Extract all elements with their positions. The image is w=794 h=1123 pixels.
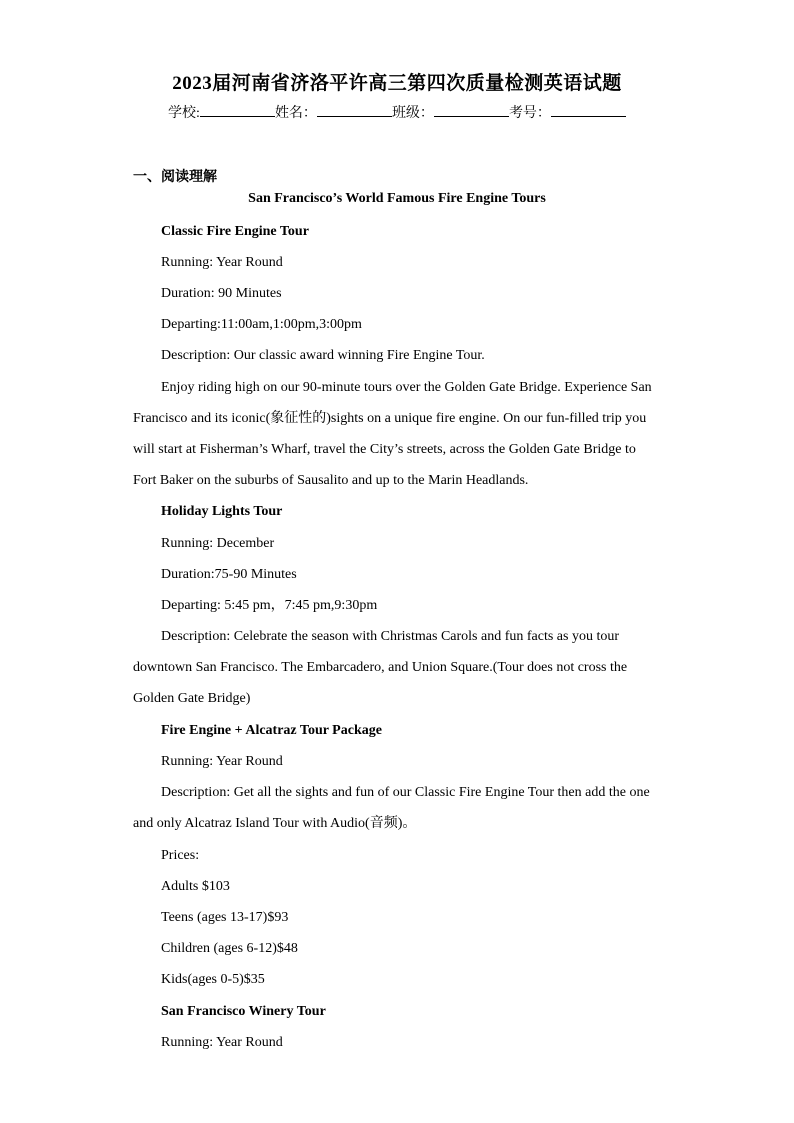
- tour-name: Holiday Lights Tour: [161, 504, 283, 519]
- student-info-line: [0, 102, 794, 122]
- tour-description: Description: Our classic award winning Fire Engine Tour.: [161, 348, 485, 363]
- paragraph-line: Francisco and its iconic(象征性的)sights on a unique fire engine. On our fun-filled trip you: [133, 411, 647, 426]
- class-blank: [434, 104, 509, 117]
- prices-label: Prices:: [161, 848, 200, 863]
- tour-name: Fire Engine + Alcatraz Tour Package: [161, 723, 382, 738]
- price-item: Kids(ages 0-5)$35: [161, 972, 265, 987]
- tour-running: Running: December: [161, 536, 275, 551]
- school-label: 学校:: [168, 106, 200, 121]
- tour-name: San Francisco Winery Tour: [161, 1004, 326, 1019]
- price-item: Adults $103: [161, 879, 230, 894]
- school-blank: [200, 104, 275, 117]
- paragraph-line: Fort Baker on the suburbs of Sausalito and up to the Marin Headlands.: [133, 473, 529, 488]
- tour-duration: Duration:75-90 Minutes: [161, 567, 297, 582]
- class-label: 班级：: [391, 106, 434, 121]
- name-blank: [317, 104, 392, 117]
- paragraph-line: and only Alcatraz Island Tour with Audio(音频)。: [133, 816, 417, 831]
- tour-running: Running: Year Round: [161, 255, 283, 270]
- tour-departing: Departing: 5:45 pm，7:45 pm,9:30pm: [161, 598, 378, 613]
- name-label: 姓名：: [274, 106, 317, 121]
- tour-duration: Duration: 90 Minutes: [161, 286, 282, 301]
- tour-name: Classic Fire Engine Tour: [161, 224, 309, 239]
- paragraph-line: will start at Fisherman’s Wharf, travel the City’s streets, across the Golden Gate Bridge to: [133, 442, 636, 457]
- tour-running: Running: Year Round: [161, 1035, 283, 1050]
- exam-no-label: 考号：: [508, 106, 551, 121]
- paragraph-line: downtown San Francisco. The Embarcadero, and Union Square.(Tour does not cross the: [133, 660, 628, 675]
- price-item: Teens (ages 13-17)$93: [161, 910, 289, 925]
- tour-description: Description: Get all the sights and fun of our Classic Fire Engine Tour then add the one: [161, 785, 650, 800]
- exam-title: 2023届河南省济洛平许高三第四次质量检测英语试题: [172, 73, 622, 94]
- price-item: Children (ages 6-12)$48: [161, 941, 298, 956]
- paragraph-line: Enjoy riding high on our 90-minute tours over the Golden Gate Bridge. Experience San: [161, 380, 652, 395]
- article-title: San Francisco’s World Famous Fire Engine Tours: [248, 191, 546, 206]
- tour-description: Description: Celebrate the season with Christmas Carols and fun facts as you tour: [161, 629, 620, 644]
- exam-no-blank: [551, 104, 626, 117]
- tour-departing: Departing:11:00am,1:00pm,3:00pm: [161, 317, 362, 332]
- tour-running: Running: Year Round: [161, 754, 283, 769]
- section-heading: 一、阅读理解: [133, 170, 217, 185]
- paragraph-line: Golden Gate Bridge): [133, 691, 251, 706]
